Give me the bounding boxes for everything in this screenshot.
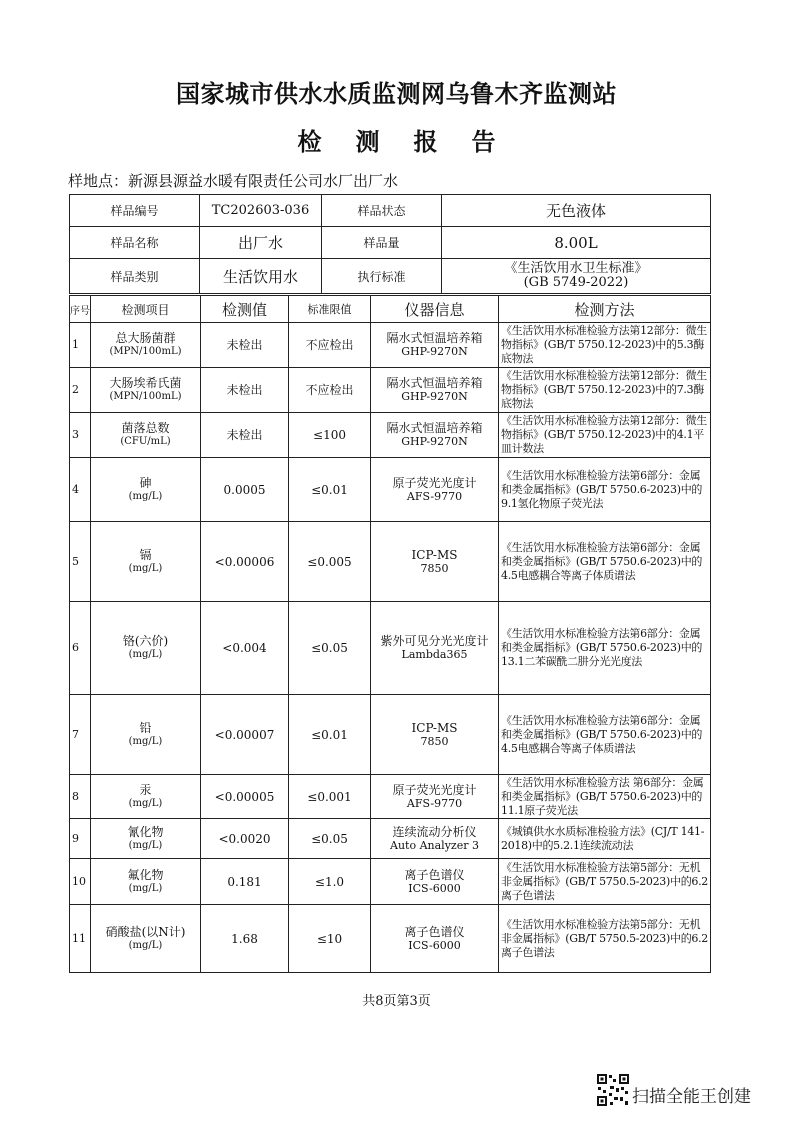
row-item-unit: (mg/L) (128, 562, 163, 574)
row-item (91, 323, 201, 368)
sample-no: TC202603-036 (200, 195, 322, 227)
row-method: 《生活饮用水标准检验方法第12部分：微生物指标》(GB/T 5750.12-2023)中的4.1平皿计数法 (499, 413, 711, 458)
row-seq: 5 (70, 522, 91, 602)
report-subtitle (0, 122, 793, 157)
row-item-unit: (mg/L) (128, 490, 163, 502)
row-instrument-name: ICP-MS (411, 720, 458, 735)
row-item (91, 413, 201, 458)
sample-name: 出厂水 (200, 227, 322, 259)
table-row (70, 775, 711, 819)
row-instrument (371, 323, 499, 368)
sample-type-label: 样品类别 (70, 259, 200, 294)
sample-name-label: 样品名称 (70, 227, 200, 259)
row-value: <0.00007 (201, 695, 289, 775)
row-instrument-name: ICP-MS (411, 547, 458, 562)
row-limit: ≤0.01 (289, 695, 371, 775)
row-value: <0.004 (201, 602, 289, 695)
row-item-name: 硝酸盐(以N计) (105, 924, 186, 939)
row-value: 0.0005 (201, 458, 289, 522)
table-row (70, 413, 711, 458)
row-item-unit: (CFU/mL) (120, 436, 171, 447)
row-instrument-model: AFS-9770 (406, 489, 463, 503)
row-seq: 6 (70, 602, 91, 695)
row-limit: ≤0.05 (289, 819, 371, 859)
row-value: <0.00006 (201, 522, 289, 602)
standard-value (442, 259, 711, 294)
row-item-unit: (mg/L) (128, 797, 163, 809)
row-seq: 8 (70, 775, 91, 819)
row-instrument (371, 458, 499, 522)
row-method: 《生活饮用水标准检验方法第12部分：微生物指标》(GB/T 5750.12-2023)中的7.3酶底物法 (499, 368, 711, 413)
row-item-unit: (mg/L) (128, 939, 163, 951)
row-instrument (371, 602, 499, 695)
row-instrument-model: Lambda365 (401, 648, 468, 661)
row-method: 《生活饮用水标准检验方法第6部分：金属和类金属指标》(GB/T 5750.6-2023)中的13.1二苯碳酰二肼分光光度法 (499, 602, 711, 695)
row-seq: 4 (70, 458, 91, 522)
row-seq: 9 (70, 819, 91, 859)
table-row (70, 695, 711, 775)
row-instrument-name: 离子色谱仪 (404, 924, 465, 939)
row-instrument-model: ICS-6000 (408, 881, 461, 895)
row-instrument-name: 原子荧光光度计 (392, 475, 477, 490)
row-item-unit: (mg/L) (128, 839, 163, 851)
row-limit: 不应检出 (289, 368, 371, 413)
subtitle-char: 报 (413, 128, 438, 156)
table-row (70, 522, 711, 602)
scanner-brand: 扫描全能王创建 (632, 1087, 751, 1107)
subtitle-char: 测 (355, 128, 380, 156)
sample-state: 无色液体 (442, 195, 711, 227)
report-title: 国家城市供水水质监测网乌鲁木齐监测站 (176, 80, 617, 108)
standard-label: 执行标准 (322, 259, 442, 294)
row-instrument (371, 905, 499, 973)
row-value: 未检出 (201, 323, 289, 368)
row-seq: 2 (70, 368, 91, 413)
row-instrument-model: 7850 (420, 561, 449, 575)
row-limit: ≤10 (289, 905, 371, 973)
row-method: 《生活饮用水标准检验方法第12部分：微生物指标》(GB/T 5750.12-2023)中的5.3酶底物法 (499, 323, 711, 368)
row-instrument-name: 紫外可见分光光度计 (380, 634, 489, 648)
row-seq: 3 (70, 413, 91, 458)
table-row (70, 602, 711, 695)
standard-line-1: 《生活饮用水卫生标准》 (504, 261, 648, 276)
sampling-site: 样地点：新源县源益水暖有限责任公司水厂出厂水 (68, 172, 399, 190)
subtitle-char: 告 (471, 128, 496, 156)
row-limit: ≤0.05 (289, 602, 371, 695)
row-seq: 10 (70, 859, 91, 905)
row-method: 《生活饮用水标准检验方法第6部分：金属和类金属指标》(GB/T 5750.6-2023)中的9.1氢化物原子荧光法 (499, 458, 711, 522)
row-instrument (371, 368, 499, 413)
row-instrument-model: GHP-9270N (401, 435, 468, 448)
row-method: 《生活饮用水标准检验方法第5部分：无机非金属指标》(GB/T 5750.5-2023)中的6.2离子色谱法 (499, 859, 711, 905)
col-seq-header: 序号 (70, 296, 91, 323)
row-instrument (371, 775, 499, 819)
row-item-name: 镉 (139, 547, 152, 562)
row-item-name: 砷 (139, 475, 152, 490)
row-item-unit: (mg/L) (128, 735, 163, 747)
table-row (70, 458, 711, 522)
row-item (91, 775, 201, 819)
sample-type: 生活饮用水 (200, 259, 322, 294)
row-item-unit: (MPN/100mL) (109, 346, 182, 357)
table-row (70, 859, 711, 905)
row-value: 1.68 (201, 905, 289, 973)
row-item-name: 氰化物 (127, 824, 164, 839)
row-item-name: 铅 (139, 720, 152, 735)
row-value: 未检出 (201, 368, 289, 413)
row-limit: ≤1.0 (289, 859, 371, 905)
row-limit: ≤0.01 (289, 458, 371, 522)
row-item-unit: (MPN/100mL) (109, 391, 182, 402)
row-instrument (371, 859, 499, 905)
row-item-name: 氟化物 (127, 867, 164, 882)
row-instrument-name: 连续流动分析仪 (392, 824, 477, 839)
row-item-name: 铬(六价) (122, 634, 169, 648)
col-item-header: 检测项目 (91, 296, 201, 323)
col-limit-header: 标准限值 (289, 296, 371, 323)
row-limit: ≤100 (289, 413, 371, 458)
row-item-unit: (mg/L) (128, 649, 163, 660)
table-row (70, 819, 711, 859)
row-seq: 1 (70, 323, 91, 368)
sample-no-label: 样品编号 (70, 195, 200, 227)
sample-qty: 8.00L (442, 227, 711, 259)
row-limit: 不应检出 (289, 323, 371, 368)
row-value: <0.0020 (201, 819, 289, 859)
row-item (91, 368, 201, 413)
table-row (70, 323, 711, 368)
row-item (91, 905, 201, 973)
row-instrument-model: ICS-6000 (408, 938, 461, 952)
row-method: 《生活饮用水标准检验方法第6部分：金属和类金属指标》(GB/T 5750.6-2023)中的4.5电感耦合等离子体质谱法 (499, 695, 711, 775)
row-value: <0.00005 (201, 775, 289, 819)
row-seq: 11 (70, 905, 91, 973)
row-instrument-model: GHP-9270N (401, 345, 468, 358)
row-item-name: 菌落总数 (121, 421, 170, 435)
col-value-header: 检测值 (201, 296, 289, 323)
row-instrument-name: 隔水式恒温培养箱 (386, 376, 483, 390)
row-item (91, 602, 201, 695)
row-item (91, 859, 201, 905)
results-table (69, 295, 711, 973)
row-instrument-model: AFS-9770 (406, 796, 463, 810)
row-instrument-name: 隔水式恒温培养箱 (386, 331, 483, 345)
row-item (91, 819, 201, 859)
row-method: 《生活饮用水标准检验方法 第6部分：金属和类金属指标》(GB/T 5750.6-2023)中的11.1原子荧光法 (499, 775, 711, 819)
col-instrument-header: 仪器信息 (371, 296, 499, 323)
row-instrument-model: Auto Analyzer 3 (390, 838, 479, 852)
row-value: 未检出 (201, 413, 289, 458)
subtitle-char: 检 (297, 128, 322, 156)
row-method: 《城镇供水水质标准检验方法》(CJ/T 141-2018)中的5.2.1连续流动法 (499, 819, 711, 859)
row-method: 《生活饮用水标准检验方法第5部分：无机非金属指标》(GB/T 5750.5-2023)中的6.2离子色谱法 (499, 905, 711, 973)
row-instrument-name: 原子荧光光度计 (392, 782, 477, 797)
row-limit: ≤0.001 (289, 775, 371, 819)
row-item-name: 总大肠菌群 (115, 331, 176, 345)
row-instrument-name: 离子色谱仪 (404, 867, 465, 882)
row-value: 0.181 (201, 859, 289, 905)
row-item (91, 522, 201, 602)
row-instrument-model: 7850 (420, 734, 449, 748)
standard-line-2: (GB 5749-2022) (523, 275, 629, 290)
row-instrument (371, 413, 499, 458)
sample-qty-label: 样品量 (322, 227, 442, 259)
row-instrument (371, 695, 499, 775)
row-item (91, 695, 201, 775)
row-item (91, 458, 201, 522)
qr-code-icon (596, 1073, 630, 1107)
row-instrument (371, 819, 499, 859)
sample-state-label: 样品状态 (322, 195, 442, 227)
row-limit: ≤0.005 (289, 522, 371, 602)
page-number: 共8页第3页 (362, 994, 431, 1009)
row-item-unit: (mg/L) (128, 882, 163, 894)
row-item-name: 汞 (139, 782, 152, 797)
row-instrument (371, 522, 499, 602)
table-row (70, 905, 711, 973)
row-instrument-model: GHP-9270N (401, 390, 468, 403)
table-row (70, 368, 711, 413)
row-instrument-name: 隔水式恒温培养箱 (386, 421, 483, 435)
row-seq: 7 (70, 695, 91, 775)
row-method: 《生活饮用水标准检验方法第6部分：金属和类金属指标》(GB/T 5750.6-2023)中的4.5电感耦合等离子体质谱法 (499, 522, 711, 602)
sample-info-table (69, 194, 711, 294)
row-item-name: 大肠埃希氏菌 (109, 376, 182, 390)
col-method-header: 检测方法 (499, 296, 711, 323)
